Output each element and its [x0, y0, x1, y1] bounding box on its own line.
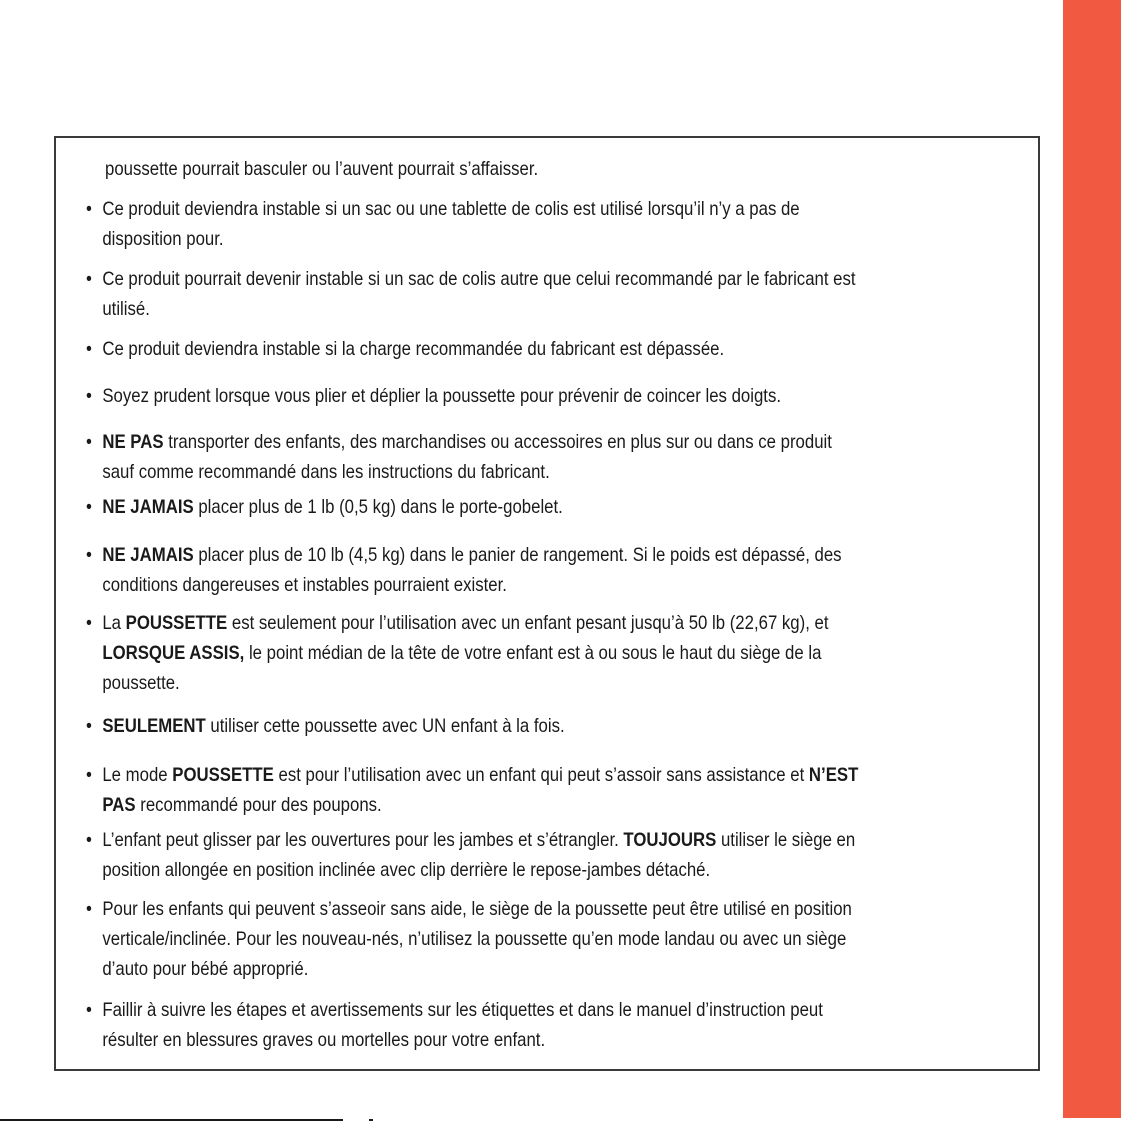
- body-text: résulter en blessures graves ou mortelles pour votre enfant.: [102, 1029, 546, 1051]
- warning-item-text: [102, 608, 1006, 698]
- warning-item-line: [102, 540, 1006, 570]
- body-text: La: [102, 612, 126, 634]
- bullet-dot: •: [86, 431, 92, 453]
- warning-item-line: [102, 1025, 1006, 1055]
- bullet-dot: •: [86, 544, 92, 566]
- emphasis-text: N’EST: [808, 764, 859, 786]
- bullet-dot: •: [86, 999, 92, 1021]
- warning-item-line: [102, 608, 1006, 638]
- bullet-dot: •: [86, 715, 92, 737]
- warning-item-line: [102, 638, 1006, 668]
- warning-item: [86, 492, 1006, 522]
- warning-item-line: [102, 427, 1006, 457]
- warning-item-line: [102, 264, 1006, 294]
- emphasis-text: PAS: [102, 794, 136, 816]
- warning-item-line: [102, 790, 1006, 820]
- body-text: disposition pour.: [102, 228, 224, 250]
- warning-item-text: [102, 825, 1006, 885]
- warning-item-line: [102, 668, 1006, 698]
- warning-item: [86, 608, 1006, 698]
- body-text: verticale/inclinée. Pour les nouveau-nés, n’utilisez la poussette qu’en mode landau ou avec un siège: [102, 928, 847, 950]
- warning-item-line: [102, 381, 1006, 411]
- warning-item-line: [102, 194, 1006, 224]
- emphasis-text: POUSSETTE: [125, 612, 228, 634]
- warning-item: [86, 825, 1006, 885]
- warning-lead-text: poussette pourrait basculer ou l’auvent pourrait s’affaisser.: [105, 158, 539, 180]
- body-text: utiliser cette poussette avec UN enfant à la fois.: [205, 715, 565, 737]
- emphasis-text: TOUJOURS: [623, 829, 717, 851]
- warning-item: [86, 894, 1006, 984]
- body-text: Le mode: [102, 764, 173, 786]
- warning-item: [86, 995, 1006, 1055]
- warning-item-line: [102, 954, 1006, 984]
- body-text: utiliser le siège en: [716, 829, 856, 851]
- emphasis-text: NE JAMAIS: [102, 544, 194, 566]
- body-text: placer plus de 1 lb (0,5 kg) dans le porte-gobelet.: [193, 496, 563, 518]
- warning-item: [86, 381, 1006, 411]
- bullet-dot: •: [86, 268, 92, 290]
- bullet-dot: •: [86, 898, 92, 920]
- body-text: transporter des enfants, des marchandises ou accessoires en plus sur ou dans ce produit: [163, 431, 832, 453]
- warning-item-line: [102, 924, 1006, 954]
- body-text: est seulement pour l’utilisation avec un enfant pesant jusqu’à 50 lb (22,67 kg), et: [227, 612, 829, 634]
- warning-item-line: [102, 760, 1006, 790]
- warning-item-line: [102, 492, 1006, 522]
- emphasis-text: NE JAMAIS: [102, 496, 194, 518]
- bullet-dot: •: [86, 829, 92, 851]
- warning-item-line: [102, 825, 1006, 855]
- warning-item-text: [102, 492, 1006, 522]
- bullet-dot: •: [86, 198, 92, 220]
- emphasis-text: NE PAS: [102, 431, 164, 453]
- body-text: Pour les enfants qui peuvent s’asseoir sans aide, le siège de la poussette peut être utilisé en position: [102, 898, 852, 920]
- bullet-dot: •: [86, 385, 92, 407]
- body-text: sauf comme recommandé dans les instructions du fabricant.: [102, 461, 550, 483]
- body-text: est pour l’utilisation avec un enfant qui peut s’assoir sans assistance et: [273, 764, 809, 786]
- warning-item: [86, 711, 1006, 741]
- warning-item-text: [102, 995, 1006, 1055]
- body-text: L’enfant peut glisser par les ouvertures pour les jambes et s’étrangler.: [102, 829, 624, 851]
- emphasis-text: POUSSETTE: [172, 764, 274, 786]
- body-text: Ce produit pourrait devenir instable si un sac de colis autre que celui recommandé par le fabricant est: [102, 268, 856, 290]
- body-text: Faillir à suivre les étapes et avertissements sur les étiquettes et dans le manuel d’instruction peut: [102, 999, 823, 1021]
- warning-item: [86, 540, 1006, 600]
- body-text: position allongée en position inclinée avec clip derrière le repose-jambes détaché.: [102, 859, 711, 881]
- body-text: Ce produit deviendra instable si la charge recommandée du fabricant est dépassée.: [102, 338, 725, 360]
- warning-item-line: [102, 711, 1006, 741]
- warning-item: [86, 194, 1006, 254]
- body-text: recommandé pour des poupons.: [135, 794, 382, 816]
- warning-item-line: [102, 995, 1006, 1025]
- warning-item-text: [102, 194, 1006, 254]
- emphasis-text: LORSQUE ASSIS,: [102, 642, 245, 664]
- warning-item: [86, 760, 1006, 820]
- warning-item-text: [102, 894, 1006, 984]
- warning-item-text: [102, 760, 1006, 820]
- warning-item-text: [102, 540, 1006, 600]
- warning-item-text: [102, 264, 1006, 324]
- warning-item-line: [102, 855, 1006, 885]
- warning-item-line: [102, 457, 1006, 487]
- side-color-tab: [1063, 0, 1121, 1118]
- bullet-dot: •: [86, 764, 92, 786]
- bullet-dot: •: [86, 338, 92, 360]
- body-text: poussette.: [102, 672, 180, 694]
- warning-item-line: [102, 294, 1006, 324]
- warning-item-text: [102, 334, 1006, 364]
- warning-item-line: [102, 570, 1006, 600]
- body-text: conditions dangereuses et instables pourraient exister.: [102, 574, 507, 596]
- warning-item-text: [102, 381, 1006, 411]
- warning-box: [54, 136, 1040, 1071]
- body-text: placer plus de 10 lb (4,5 kg) dans le panier de rangement. Si le poids est dépassé, des: [193, 544, 842, 566]
- bullet-dot: •: [86, 496, 92, 518]
- warning-item-line: [102, 894, 1006, 924]
- body-text: Ce produit deviendra instable si un sac ou une tablette de colis est utilisé lorsqu’il n’y a pas de: [102, 198, 800, 220]
- body-text: le point médian de la tête de votre enfant est à ou sous le haut du siège de la: [244, 642, 822, 664]
- warning-item: [86, 334, 1006, 364]
- warning-item: [86, 427, 1006, 487]
- body-text: d’auto pour bébé approprié.: [102, 958, 309, 980]
- warning-item-line: [102, 224, 1006, 254]
- warning-item-text: [102, 427, 1006, 487]
- body-text: utilisé.: [102, 298, 150, 320]
- bullet-dot: •: [86, 612, 92, 634]
- warning-item-text: [102, 711, 1006, 741]
- warning-item: [86, 264, 1006, 324]
- body-text: Soyez prudent lorsque vous plier et déplier la poussette pour prévenir de coincer les doigts.: [102, 385, 781, 407]
- warning-item-line: [102, 334, 1006, 364]
- emphasis-text: SEULEMENT: [102, 715, 206, 737]
